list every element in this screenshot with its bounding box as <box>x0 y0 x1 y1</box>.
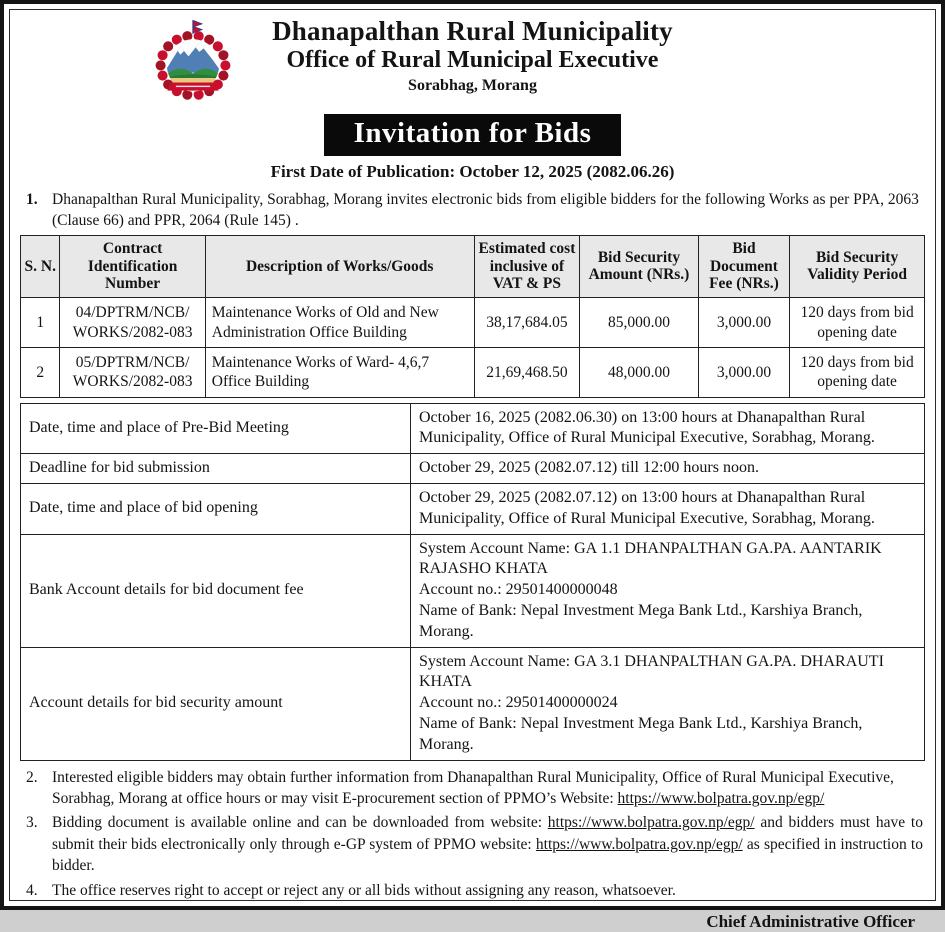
cell-estimated-cost: 38,17,684.05 <box>474 298 580 348</box>
office-title: Office of Rural Municipal Executive <box>286 47 659 74</box>
detail-value-submission-deadline: October 29, 2025 (2082.07.12) till 12:00 hours noon. <box>411 454 925 484</box>
works-table-header-row <box>21 235 925 297</box>
list-number: 3. <box>26 814 38 832</box>
detail-label-submission-deadline: Deadline for bid submission <box>21 454 411 484</box>
note-2-body: Interested eligible bidders may obtain further information from Dhanapalthan Rural Municipality, Office of Rural Municipal Executive, Sorabhag, Morang at office hours or may visit E-procurement section of PPMO’s Website: <box>52 768 894 808</box>
list-number: 2. <box>26 768 38 786</box>
note-3-body: as specified in instruction to bidder. <box>52 835 923 875</box>
note-4 <box>20 880 925 901</box>
cell-contract-id: 04/DPTRM/NCB/ WORKS/2082-083 <box>60 298 205 348</box>
col-header-sn: S. N. <box>21 235 60 297</box>
col-header-document-fee: Bid Document Fee (NRs.) <box>698 235 789 297</box>
note-3 <box>20 812 925 876</box>
cell-document-fee: 3,000.00 <box>698 298 789 348</box>
note-3-body: Bidding document is available online and can be downloaded from website: <box>52 814 548 832</box>
table-row <box>21 484 925 535</box>
table-row <box>21 403 925 454</box>
intro-paragraph <box>20 189 925 232</box>
detail-value-prebid-meeting: October 16, 2025 (2082.06.30) on 13:00 hours at Dhanapalthan Rural Municipality, Office of Rural Municipal Executive, Sorabhag, Morang. <box>411 403 925 454</box>
col-header-validity: Bid Security Validity Period <box>790 235 925 297</box>
note-3-text <box>52 812 925 876</box>
cell-description: Maintenance Works of Old and New Administration Office Building <box>205 298 474 348</box>
note-4-text: The office reserves right to accept or reject any or all bids without assigning any reason, whatsoever. <box>52 881 676 899</box>
detail-label-security-account: Account details for bid security amount <box>21 647 411 760</box>
signatory-title: Chief Administrative Officer <box>706 911 915 931</box>
invitation-banner: Invitation for Bids <box>324 114 622 156</box>
col-header-bid-security: Bid Security Amount (NRs.) <box>580 235 699 297</box>
note-3-body: and bidders must have to submit their bids electronically only through e-GP system of PPMO website: <box>52 814 923 853</box>
publication-date: First Date of Publication: October 12, 2025 (2082.06.26) <box>270 162 675 181</box>
list-number: 1. <box>26 191 38 208</box>
works-table <box>20 235 925 398</box>
col-header-contract-id: Contract Identification Number <box>60 235 205 297</box>
document-header <box>20 16 925 106</box>
detail-value-document-fee-account: System Account Name: GA 1.1 DHANPALTHAN GA.PA. AANTARIK RAJASHO KHATA Account no.: 29501400000048 Name of Bank: Nepal Investment Mega Bank Ltd., Karshiya Branch, Morang. <box>411 534 925 647</box>
list-number: 4. <box>26 881 38 899</box>
cell-sn: 1 <box>21 298 60 348</box>
nepal-emblem-icon <box>148 18 238 102</box>
inner-frame <box>9 9 936 931</box>
cell-validity: 120 days from bid opening date <box>790 298 925 348</box>
location-line: Sorabhag, Morang <box>408 76 537 94</box>
detail-value-bid-opening: October 29, 2025 (2082.07.12) on 13:00 hours at Dhanapalthan Rural Municipality, Office of Rural Municipal Executive, Sorabhag, Morang. <box>411 484 925 535</box>
cell-bid-security: 48,000.00 <box>580 347 699 397</box>
intro-text: Dhanapalthan Rural Municipality, Sorabhag, Morang invites electronic bids from eligible bidders for the following Works as per PPA, 2063 (Clause 66) and PPR, 2064 (Rule 145) . <box>52 191 919 230</box>
col-header-estimated-cost: Estimated cost inclusive of VAT & PS <box>474 235 580 297</box>
table-row <box>21 454 925 484</box>
table-row <box>21 347 925 397</box>
table-row <box>21 298 925 348</box>
cell-description: Maintenance Works of Ward- 4,6,7 Office Building <box>205 347 474 397</box>
note-2 <box>20 767 925 810</box>
detail-label-document-fee-account: Bank Account details for bid document fee <box>21 534 411 647</box>
detail-label-bid-opening: Date, time and place of bid opening <box>21 484 411 535</box>
cell-validity: 120 days from bid opening date <box>790 347 925 397</box>
bid-details-table <box>20 403 925 761</box>
cell-document-fee: 3,000.00 <box>698 347 789 397</box>
table-row <box>21 647 925 760</box>
bolpatra-link[interactable]: https://www.bolpatra.gov.np/egp/ <box>547 814 755 832</box>
cell-estimated-cost: 21,69,468.50 <box>474 347 580 397</box>
cell-bid-security: 85,000.00 <box>580 298 699 348</box>
detail-label-prebid-meeting: Date, time and place of Pre-Bid Meeting <box>21 403 411 454</box>
note-2-text <box>52 767 925 810</box>
bolpatra-link[interactable]: https://www.bolpatra.gov.np/egp/ <box>535 835 743 853</box>
cell-contract-id: 05/DPTRM/NCB/ WORKS/2082-083 <box>60 347 205 397</box>
municipality-title: Dhanapalthan Rural Municipality <box>272 16 673 46</box>
table-row <box>21 534 925 647</box>
cell-sn: 2 <box>21 347 60 397</box>
col-header-description: Description of Works/Goods <box>205 235 474 297</box>
detail-value-security-account: System Account Name: GA 3.1 DHANPALTHAN GA.PA. DHARAUTI KHATA Account no.: 29501400000024 Name of Bank: Nepal Investment Mega Bank Ltd., Karshiya Branch, Morang. <box>411 647 925 760</box>
bolpatra-link[interactable]: https://www.bolpatra.gov.np/egp/ <box>617 790 825 808</box>
